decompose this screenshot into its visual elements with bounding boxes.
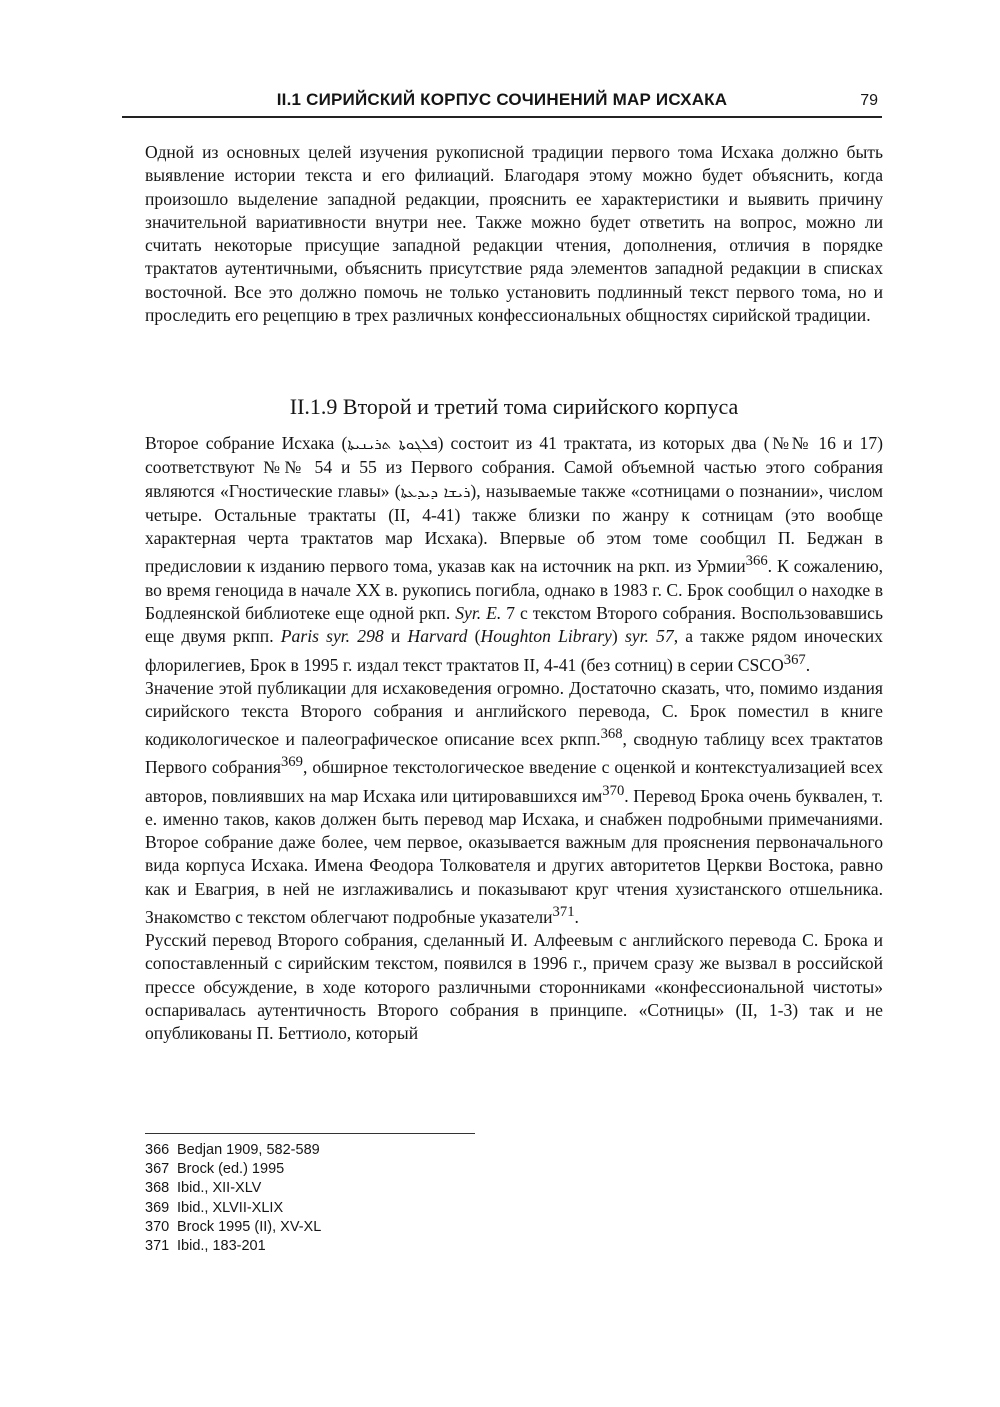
footnote-text: Bedjan 1909, 582-589 xyxy=(177,1142,320,1158)
text-run: Значение этой публикации для исхаковедения огромно. Достаточно сказать, что, помимо издания сирийского текста Второго собрания и английского перевода, С. Брок поместил в книге кодикологическое и палеографическое описание всех ркпп. xyxy=(145,677,883,750)
footnote-ref: 371 xyxy=(552,903,575,920)
text-run: , обширное текстологическое введение с оценкой и контекстуализацией всех авторов, повлиявших на мар Исхака или цитировавшихся им xyxy=(145,757,884,806)
manuscript-ref: syr. 57 xyxy=(624,626,674,647)
text-run: , сводную таблицу всех трактатов Первого собрания xyxy=(145,729,883,778)
text-run: . xyxy=(805,654,811,675)
footnote-number: 367 xyxy=(145,1161,170,1178)
footnote-text: Ibid., XLVII-XLIX xyxy=(177,1199,284,1216)
footnote-text: Brock 1995 (II), XV-XL xyxy=(177,1218,322,1235)
text-run: . К сожалению, во время геноцида в начале XX в. рукопись погибла, однако в 1983 г. С. Брок сообщил о находке в Бодлеянской библиотеке еще одной ркп. xyxy=(145,556,883,623)
text-run: и xyxy=(383,626,408,647)
text-run: ) xyxy=(611,626,625,647)
text-run: ) состоит из 41 трактата, из которых два (№№ 16 и 17) соответствуют №№ 54 и 55 из Первого собрания. Самой объемной частью этого собрания являются «Гностические главы» ( xyxy=(145,433,883,501)
footnote-number: 371 xyxy=(145,1238,170,1255)
text-block-main xyxy=(145,432,883,1046)
footnote xyxy=(145,1218,645,1237)
footnote-text: Ibid., 183-201 xyxy=(177,1238,266,1255)
footnote-divider xyxy=(145,1133,475,1134)
footnote xyxy=(145,1160,645,1179)
footnote-number: 366 xyxy=(145,1142,170,1158)
footnote-number: 370 xyxy=(145,1218,170,1235)
footnote-ref: 367 xyxy=(783,651,806,668)
footnote xyxy=(145,1237,645,1256)
footnote-ref: 368 xyxy=(600,726,623,743)
text-run: , а также рядом иноческих флорилегиев, Брок в 1995 г. издал текст трактатов II, 4-41 (без сотниц) в серии CSCO xyxy=(145,626,883,675)
section-heading: II.1.9 Второй и третий тома сирийского корпуса xyxy=(289,394,739,419)
footnote-text: Ibid., XII-XLV xyxy=(177,1180,262,1197)
text-run: ), называемые также «сотницами о познании», числом четыре. Остальные трактаты (II, 4-41) также близки по жанру к сотницам (это вообще характерная черта трактатов мар Исхака). Впервые об этом томе сообщил П. Беджан в предисловии к изданию первого тома, указав как на источник на ркп. из Урмии xyxy=(145,480,883,577)
footnote xyxy=(145,1199,645,1218)
footnote-text: Brock (ed.) 1995 xyxy=(177,1161,285,1178)
footnote xyxy=(145,1179,645,1198)
text-run: . Перевод Брока очень буквален, т. е. именно таков, каков должен быть перевод мар Исхака, и снабжен подробными примечаниями. Второе собрание даже более, чем первое, оказывается важным для прояснения первоначального вида корпуса Исхака. Имена Феодора Толкователя и других авторитетов Церкви Востока, равно как и Евагрия, в ней не изглаживались и показывают круг чтения хузистанского отшельника. Знакомство с текстом облегчают подробные указатели xyxy=(145,785,883,927)
text-block-intro xyxy=(145,141,883,327)
paragraph-4: Русский перевод Второго собрания, сделанный И. Алфеевым с английского перевода С. Брока и сопоставленный с сирийским текстом, появился в 1996 г., причем сразу же вызвал в российской прессе обсуждение, в ходе которого различными сторонниками «конфессиональной чистоты» оспаривалась аутентичность Второго собрания в принципе. «Сотницы» (II, 1-3) так и не опубликованы П. Беттиоло, который xyxy=(145,930,883,1044)
text-run: 7 с текстом Второго собрания. Воспользовавшись еще двумя ркпп. xyxy=(145,602,884,647)
footnote-ref: 366 xyxy=(745,553,768,570)
running-title: II.1 СИРИЙСКИЙ КОРПУС СОЧИНЕНИЙ МАР ИСХАКА xyxy=(276,90,728,109)
footnote xyxy=(145,1141,645,1160)
paragraph-1: Одной из основных целей изучения рукописной традиции первого тома Исхака должно быть выявление истории текста и его филиаций. Благодаря этому можно будет объяснить, когда произошло выделение западной редакции, прояснить ее характеристики и выявить причину значительной вариативности внутри нее. Также можно будет ответить на вопрос, можно ли считать некоторые присущие западной редакции чтения, дополнения, отличия в порядке трактатов аутентичными, объяснить присутствие ряда элементов западной редакции в списках восточной. Все это должно помочь не только установить подлинный текст первого тома, но и проследить его рецепцию в трех различных конфессиональных общностях сирийской традиции. xyxy=(145,142,883,326)
footnote-number: 369 xyxy=(145,1199,170,1216)
text-run: ( xyxy=(467,626,481,647)
manuscript-ref: Paris syr. 298 xyxy=(280,626,384,647)
manuscript-ref: Harvard xyxy=(407,626,468,647)
text-run: . xyxy=(574,906,579,927)
footnotes xyxy=(145,1141,645,1256)
paragraph-3 xyxy=(145,677,883,929)
page-number: 79 xyxy=(860,92,878,109)
paragraph-2 xyxy=(145,432,883,677)
footnote-number: 368 xyxy=(145,1180,170,1197)
footnote-ref: 370 xyxy=(602,782,625,799)
manuscript-ref: Syr. E. xyxy=(455,602,502,623)
syriac-title-1: ܦܠܓܘܬܐ ܬܪܝܢܝܬܐ xyxy=(347,435,438,453)
running-header xyxy=(122,86,882,118)
syriac-title-2: ܪܝܫܐ ܕܝܕܥܬܐ xyxy=(400,482,471,501)
manuscript-ref: Houghton Library xyxy=(480,626,612,647)
footnote-ref: 369 xyxy=(280,754,303,771)
text-run: Второе собрание Исхака ( xyxy=(145,433,348,453)
